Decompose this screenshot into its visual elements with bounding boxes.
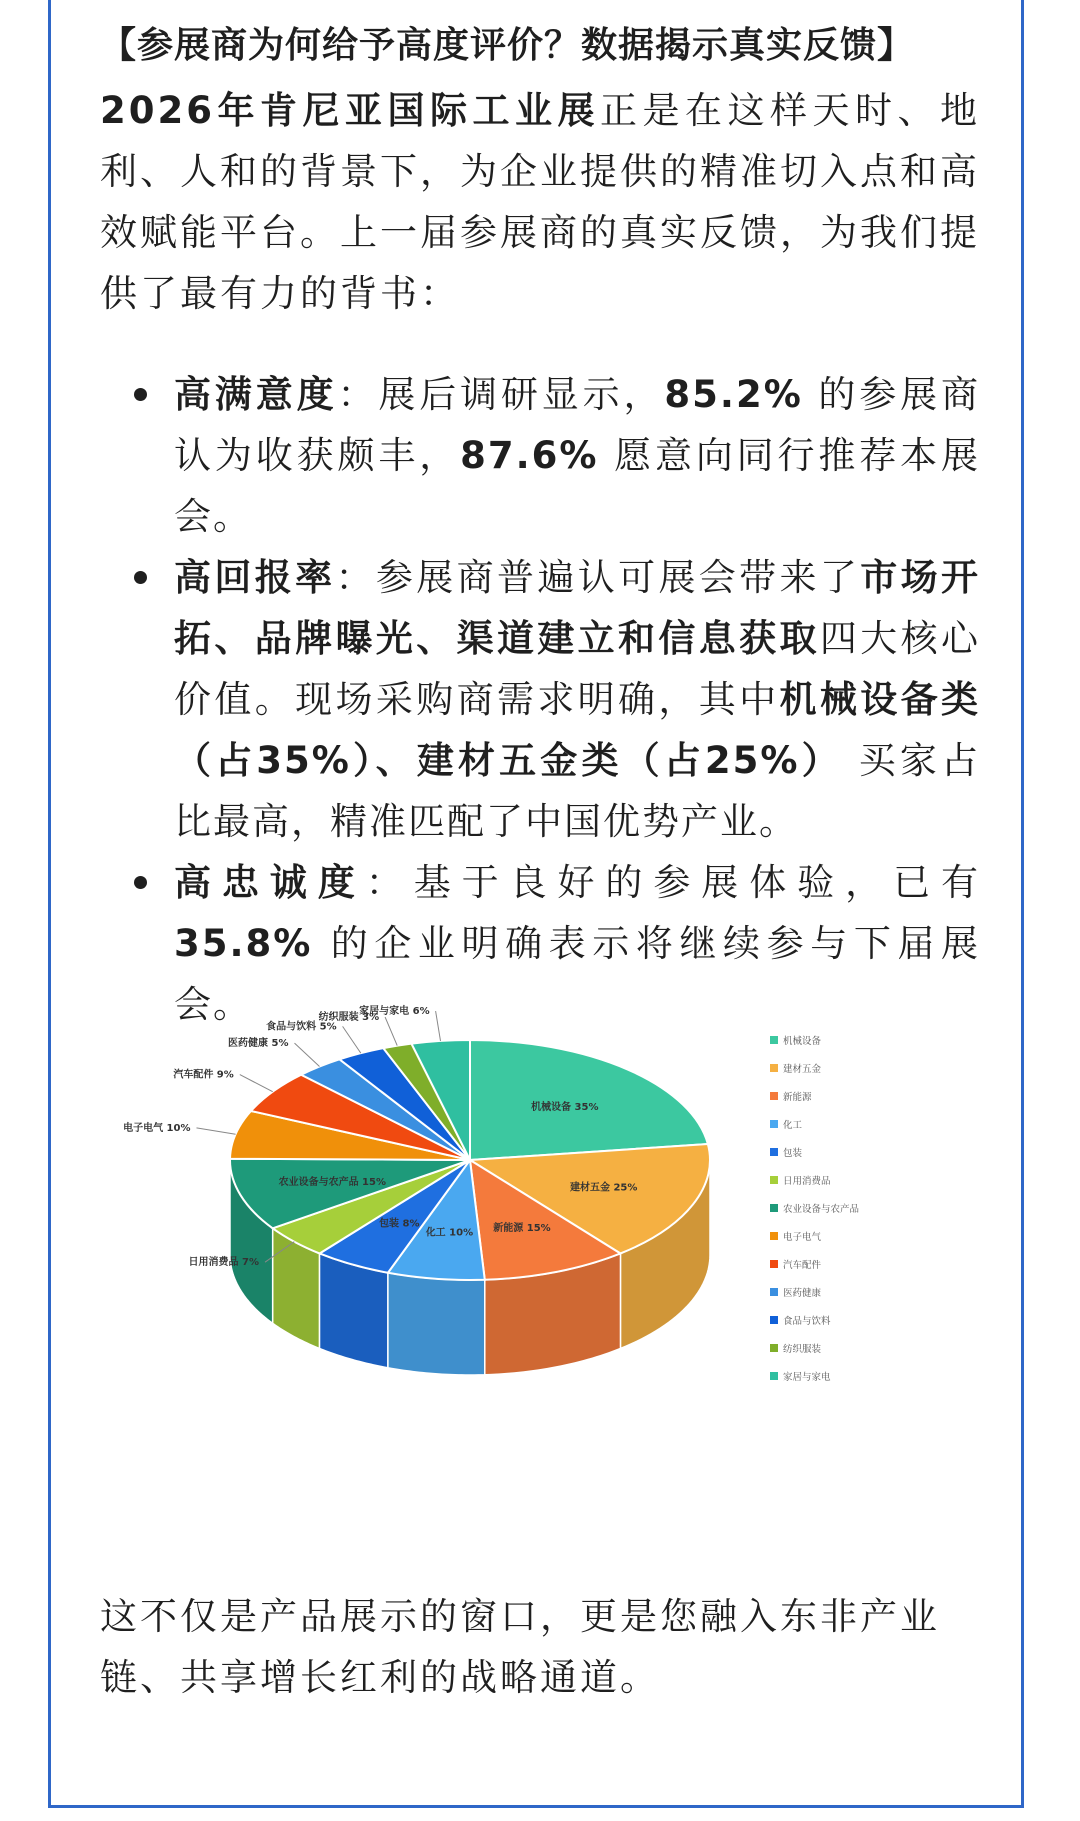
pie-chart-svg — [123, 1006, 990, 1495]
pie-legend — [770, 1035, 860, 1383]
pie-data-label-8: 汽车配件 9% — [173, 1069, 234, 1081]
legend-label-4: 包装 — [783, 1148, 803, 1159]
legend-swatch-1 — [770, 1064, 778, 1072]
bullet-separator: ： — [365, 861, 414, 904]
bullet-value: 87.6% — [460, 434, 599, 477]
legend-swatch-7 — [770, 1232, 778, 1240]
legend-label-6: 农业设备与农产品 — [783, 1204, 860, 1215]
bullet-separator: ： — [335, 556, 376, 599]
pie-data-label-11: 纺织服装 3% — [318, 1012, 380, 1024]
bullet-dot — [134, 388, 147, 401]
buyer-distribution-chart — [123, 1006, 990, 1495]
bullet-text: 的企业明确表示将继续参与下届展会。 — [174, 922, 980, 1026]
bullet-separator: ： — [337, 373, 379, 416]
pie-data-label-10: 食品与饮料 5% — [266, 1021, 337, 1033]
legend-label-5: 日用消费品 — [783, 1176, 831, 1187]
pie-data-label-4: 包装 8% — [379, 1218, 420, 1230]
bullet-emphasis: 市场开拓、品牌曝光、渠道建立和信息获取 — [174, 556, 981, 660]
pie-data-label-3: 化工 10% — [425, 1227, 474, 1239]
legend-swatch-3 — [770, 1120, 778, 1128]
pie-data-label-6: 农业设备与农产品 15% — [278, 1177, 387, 1189]
pie-data-label-12: 家居与家电 6% — [359, 1006, 430, 1018]
list-item — [100, 547, 980, 852]
pie-data-label-0: 机械设备 35% — [531, 1101, 599, 1113]
legend-label-0: 机械设备 — [783, 1036, 822, 1047]
legend-swatch-6 — [770, 1204, 778, 1212]
bullet-value: 85.2% — [664, 373, 803, 416]
pie-data-label-5: 日用消费品 7% — [188, 1257, 259, 1269]
legend-label-2: 新能源 — [783, 1092, 812, 1103]
legend-label-7: 电子电气 — [783, 1232, 822, 1243]
list-item — [100, 852, 980, 1035]
bullet-title: 高满意度 — [174, 373, 338, 416]
legend-label-12: 家居与家电 — [783, 1372, 831, 1383]
legend-swatch-2 — [770, 1092, 778, 1100]
pie-slice-0 — [470, 1040, 708, 1160]
bullet-text: 买家占比最高，精准匹配了中国优势产业。 — [174, 739, 981, 843]
legend-swatch-8 — [770, 1260, 778, 1268]
bullet-dot — [134, 571, 147, 584]
bullet-text: 基于良好的参展体验，已有 — [413, 861, 980, 904]
legend-label-1: 建材五金 — [783, 1064, 822, 1075]
bullet-title: 高回报率 — [174, 556, 336, 599]
intro-bold-title: 2026年肯尼亚国际工业展 — [100, 89, 600, 132]
bullet-text: 参展商普遍认可展会带来了 — [375, 556, 861, 599]
pie-leader-line-7 — [197, 1128, 236, 1134]
pie-leader-line-8 — [240, 1075, 273, 1092]
list-item — [100, 364, 980, 547]
intro-paragraph — [100, 80, 980, 324]
bullet-text: 愿意向同行推荐本展会。 — [174, 434, 981, 538]
pie-tops — [230, 1040, 710, 1280]
pie-leader-line-11 — [385, 1017, 397, 1046]
intro-text: 正是在这样天时、地利、人和的背景下，为企业提供的精准切入点和高效赋能平台。上一届参展商的真实反馈，为我们提供了最有力的背书： — [100, 89, 981, 315]
pie-data-label-2: 新能源 15% — [493, 1223, 551, 1235]
legend-swatch-4 — [770, 1148, 778, 1156]
bullet-text: 四大核心价值。现场采购商需求明确，其中 — [174, 617, 981, 721]
legend-label-9: 医药健康 — [783, 1288, 822, 1299]
closing-paragraph: 这不仅是产品展示的窗口，更是您融入东非产业链、共享增长红利的战略通道。 — [100, 1595, 940, 1699]
legend-swatch-10 — [770, 1316, 778, 1324]
pie-leader-line-9 — [295, 1043, 320, 1066]
legend-swatch-11 — [770, 1344, 778, 1352]
bullet-title: 高忠诚度 — [174, 861, 366, 904]
legend-swatch-9 — [770, 1288, 778, 1296]
feedback-list — [100, 364, 980, 1035]
pie-leader-line-12 — [436, 1011, 441, 1041]
legend-label-8: 汽车配件 — [783, 1260, 822, 1271]
legend-label-10: 食品与饮料 — [783, 1316, 831, 1327]
legend-swatch-12 — [770, 1372, 778, 1380]
pie-slice-side-3 — [388, 1273, 485, 1375]
legend-label-11: 纺织服装 — [783, 1344, 822, 1355]
bullet-value: 35.8% — [174, 922, 313, 965]
bullet-emphasis: 机械设备类（占35%）、建材五金类（占25%） — [174, 678, 981, 782]
legend-swatch-5 — [770, 1176, 778, 1184]
legend-swatch-0 — [770, 1036, 778, 1044]
section-heading: 【参展商为何给予高度评价？数据揭示真实反馈】 — [100, 25, 915, 66]
bullet-text: 的参展商认为收获颇丰， — [174, 373, 981, 477]
legend-label-3: 化工 — [783, 1120, 803, 1131]
bullet-text: 展后调研显示， — [378, 373, 665, 416]
pie-data-label-7: 电子电气 10% — [123, 1122, 191, 1134]
bullet-dot — [134, 876, 147, 889]
pie-data-label-1: 建材五金 25% — [569, 1182, 638, 1194]
pie-leader-line-10 — [343, 1026, 361, 1053]
pie-data-label-9: 医药健康 5% — [228, 1038, 289, 1050]
